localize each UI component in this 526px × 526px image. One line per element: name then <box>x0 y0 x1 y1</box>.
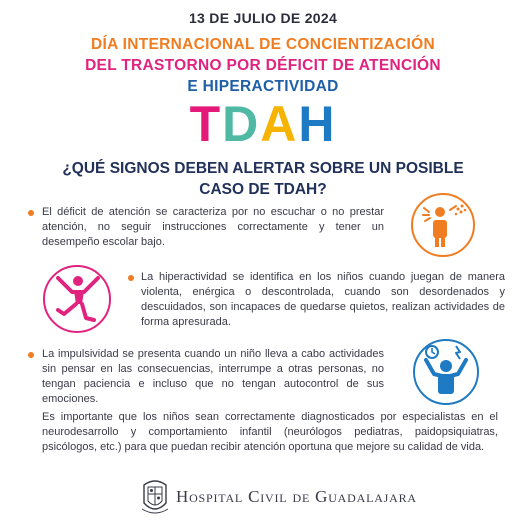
date-heading: 13 DE JULIO DE 2024 <box>188 10 338 26</box>
hospital-name: Hospital Civil de Guadalajara <box>176 487 417 506</box>
hospital-crest-icon <box>140 477 170 517</box>
bullet-dot <box>28 210 34 216</box>
sign-impulsivity-text: La impulsividad se presenta cuando un niño lleva a cabo actividades sin pensar en las consecuencias, interrumpe a otras personas, no tengan paciencia e incluso que no tengan autocontrol de sus emociones. <box>42 348 384 405</box>
footer <box>0 475 526 519</box>
tdah-logo <box>0 96 526 152</box>
sign-hyperactivity-text: La hiperactividad se identifica en los niños cuando juegan de manera violenta, enérgica o descontrolada, cuando son desordenados y descuidados, son incapaces de quedarse quietos, realizan actividades de forma apresurada. <box>141 271 505 328</box>
tdah-letter-d: D <box>222 96 261 152</box>
tdah-letter-t: T <box>189 96 223 152</box>
title-line-2: DEL TRASTORNO POR DÉFICIT DE ATENCIÓN <box>85 57 441 74</box>
question-line-2: CASO DE TDAH? <box>199 181 327 198</box>
question-line-1: ¿QUÉ SIGNOS DEBEN ALERTAR SOBRE UN POSIBLE <box>62 160 464 177</box>
jumping-person-icon <box>42 264 112 334</box>
title-line-3: E HIPERACTIVIDAD <box>187 78 339 95</box>
stressed-person-clock-icon <box>412 338 480 406</box>
distracted-person-icon <box>410 192 476 258</box>
bullet-dot <box>128 275 134 281</box>
closing-text: Es importante que los niños sean correctamente diagnosticados por especialistas en el neurodesarrollo y comportamiento infantil (neurólogos pediatras, paidopsiquiatras, psicólogos, etc.) para que puedan recibir atención oportuna que mejore su calidad de vida. <box>42 411 498 453</box>
tdah-letter-a: A <box>260 96 299 152</box>
tdah-letter-h: H <box>298 96 337 152</box>
sign-attention-text: El déficit de atención se caracteriza por no escuchar o no prestar atención, no seguir instrucciones correctamente y tener un desempeño escolar bajo. <box>42 206 384 248</box>
bullet-dot <box>28 352 34 358</box>
title-line-1: DÍA INTERNACIONAL DE CONCIENTIZACIÓN <box>90 36 436 53</box>
